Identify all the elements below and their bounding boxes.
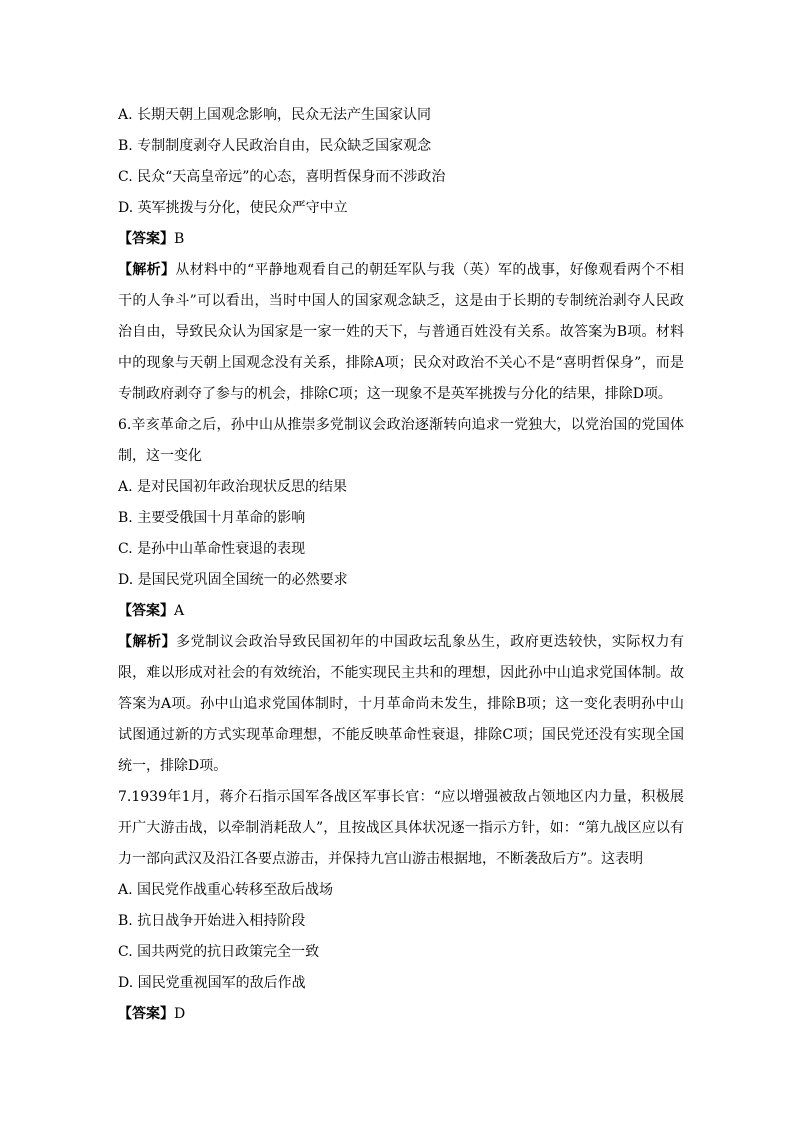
option-c: C. 国共两党的抗日政策完全一致 <box>118 944 320 960</box>
question-block-7 <box>118 782 684 1030</box>
option-a: A. 是对民国初年政治现状反思的结果 <box>118 479 348 495</box>
option-c: C. 是孙中山革命性衰退的表现 <box>118 541 306 557</box>
option-a: A. 国民党作战重心转移至敌后战场 <box>118 882 334 898</box>
option-b: B. 抗日战争开始进入相持阶段 <box>118 913 306 929</box>
analysis-label: 【解析】 <box>118 634 177 650</box>
analysis-label: 【解析】 <box>118 262 176 278</box>
option-d: D. 国民党重视国军的敌后作战 <box>118 975 306 991</box>
document-page <box>118 100 684 1030</box>
option-b: B. 专制制度剥夺人民政治自由，民众缺乏国家观念 <box>118 138 432 154</box>
answer-line <box>118 999 684 1030</box>
analysis-text: 从材料中的“平静地观看自己的朝廷军队与我（英）军的战事，好像观看两个不相干的人争斗”可以看出，当时中国人的国家观念缺乏，这是由于长期的专制统治剥夺人民政治自由，导致民众认为国家是一家一姓的天下，与普通百姓没有关系。故答案为B项。材料中的现象与天朝上国观念没有关系，排除A项；民众对政治不关心不是“喜明哲保身”，而是专制政府剥夺了参与的机会，排除C项；这一现象不是英军挑拨与分化的结果，排除D项。 <box>118 262 685 402</box>
question-block-5 <box>118 100 684 410</box>
option-a: A. 长期天朝上国观念影响，民众无法产生国家认同 <box>118 107 432 123</box>
question-stem: 6.辛亥革命之后，孙中山从推崇多党制议会政治逐渐转向追求一党独大，以党治国的党国体制，这一变化 <box>118 417 684 464</box>
answer-label: 【答案】 <box>118 1006 174 1022</box>
answer-value: D <box>174 1006 186 1022</box>
answer-value: A <box>174 603 185 619</box>
option-d: D. 是国民党巩固全国统一的必然要求 <box>118 572 348 588</box>
answer-label: 【答案】 <box>118 231 174 247</box>
answer-label: 【答案】 <box>118 603 174 619</box>
question-stem: 7.1939年1月，蒋介石指示国军各战区军事长官：“应以增强被敌占领地区内力量，积极展开广大游击战，以牵制消耗敌人”，且按战区具体状况逐一指示方针，如：“第九战区应以有力一部向武汉及沿江各要点游击，并保持九宫山游击根据地，不断袭敌后方”。这表明 <box>118 789 684 867</box>
answer-value: B <box>174 231 185 247</box>
answer-line <box>118 596 684 627</box>
analysis-paragraph <box>118 627 684 782</box>
option-b: B. 主要受俄国十月革命的影响 <box>118 510 306 526</box>
question-block-6 <box>118 410 684 782</box>
analysis-text: 多党制议会政治导致民国初年的中国政坛乱象丛生，政府更迭较快，实际权力有限，难以形成对社会的有效统治，不能实现民主共和的理想，因此孙中山追求党国体制。故答案为A项。孙中山追求党国体制时，十月革命尚未发生，排除B项；这一变化表明孙中山试图通过新的方式实现革命理想，不能反映革命性衰退，排除C项；国民党还没有实现全国统一，排除D项。 <box>118 634 685 774</box>
answer-line <box>118 224 684 255</box>
analysis-paragraph <box>118 255 684 410</box>
option-d: D. 英军挑拨与分化，使民众严守中立 <box>118 200 348 216</box>
option-c: C. 民众“天高皇帝远”的心态，喜明哲保身而不涉政治 <box>118 169 446 185</box>
